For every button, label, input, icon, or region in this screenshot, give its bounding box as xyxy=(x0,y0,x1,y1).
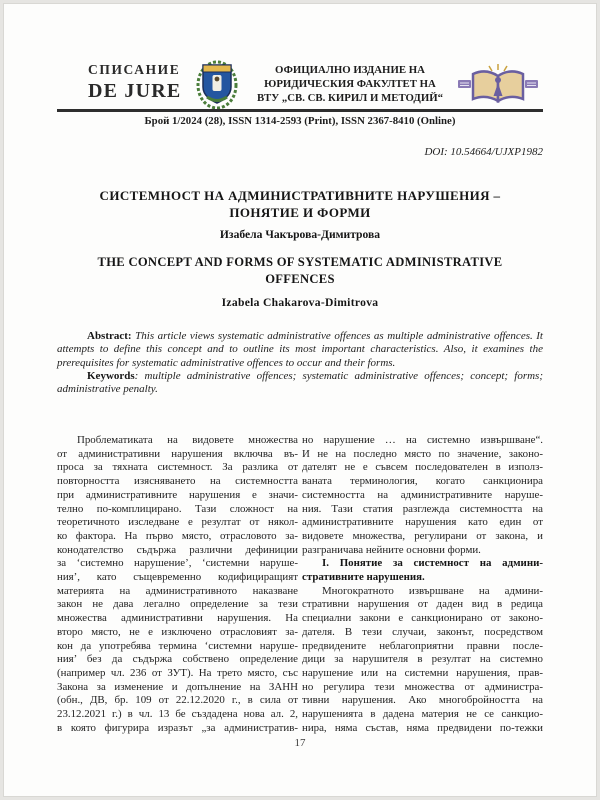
body-text-line: второ място, не е изключено отрасловият за- xyxy=(57,625,298,638)
publisher-line: ЮРИДИЧЕСКИЯ ФАКУЛТЕТ НА xyxy=(264,77,436,90)
book-right-ribbon xyxy=(525,80,538,88)
doi-text: DOI: 10.54664/UJXP1982 xyxy=(424,146,543,158)
body-column-left xyxy=(57,434,298,735)
university-crest-icon xyxy=(196,58,238,110)
body-text-line: в която фигурира изразът „за административ- xyxy=(57,721,298,734)
body-text-line: нарушение или на системни нарушения, прав- xyxy=(302,666,543,679)
article-title-bg xyxy=(57,188,543,221)
keywords-text: : multiple administrative offences; systematic administrative offences; concept; forms; administrative penalty. xyxy=(57,369,543,396)
body-text-line: дателя. В тези случаи, законът, посредством xyxy=(302,625,543,638)
body-text-line: ния’, като същевременно кодифициращият xyxy=(57,571,298,584)
body-text-line: 23.12.2021 г.) в чл. 13 бе създадена нова ал. 2, xyxy=(57,708,298,721)
journal-brand-line2: DE JURE xyxy=(88,80,182,102)
article-title-bg-line2: ПОНЯТИЕ И ФОРМИ xyxy=(229,204,371,220)
abstract-paragraph xyxy=(57,330,543,370)
body-text-line: но нарушение … на системно извършване“. xyxy=(302,434,543,446)
abstract-block xyxy=(57,330,543,396)
body-text-line: множества административни нарушения. На xyxy=(57,612,298,625)
author-name-en: Izabela Chakarova-Dimitrova xyxy=(221,296,379,309)
body-text-line: специални закони е санкционирано от законо- xyxy=(302,612,543,625)
body-text-line: Многократното извършване на админи- xyxy=(322,584,543,597)
author-name-bg: Изабела Чакърова-Димитрова xyxy=(219,228,381,241)
body-text-line: I. Понятие за системност на админи- xyxy=(322,557,543,570)
crest-figure-head xyxy=(215,77,220,82)
body-text-line: от административни нарушения включва въ- xyxy=(57,447,298,460)
body-text-line: закон не дава легално определение за тези xyxy=(57,598,298,611)
body-text-line: повторността изясняването на системността xyxy=(57,475,298,488)
faculty-open-book-icon xyxy=(458,62,538,106)
body-text-line: ваната терминология, когато санкционира xyxy=(302,475,543,488)
body-text-line: проса за тяхната системност. За разлика от xyxy=(57,461,298,474)
body-text-line: видовете множества, регулирани от закона, и xyxy=(302,529,543,542)
body-text-line: стративните нарушения. xyxy=(302,571,425,584)
abstract-label: Abstract: xyxy=(87,330,132,342)
body-text-line: ния. Тази статия разглежда системността на xyxy=(302,502,543,515)
body-text-line: но регулира тези множества от администра- xyxy=(302,680,543,693)
article-title-en xyxy=(57,254,543,287)
header-rule xyxy=(57,109,543,112)
body-column-right xyxy=(302,434,543,735)
publisher-line: ВТУ „СВ. СВ. КИРИЛ И МЕТОДИЙ“ xyxy=(256,91,444,104)
body-text-line: (обн., ДВ, бр. 109 от 22.12.2020 г., в сила от xyxy=(57,694,298,707)
body-text-line: при административните нарушения е значи- xyxy=(57,488,298,501)
body-text-line: дателят не е съвсем последователен в използ- xyxy=(302,461,543,474)
publisher-line: ОФИЦИАЛНО ИЗДАНИЕ НА xyxy=(275,64,425,76)
article-title-en-line1: THE CONCEPT AND FORMS OF SYSTEMATIC ADMINISTRATIVE xyxy=(97,255,503,269)
body-text-line: дици за нарушителя в резултат на системно xyxy=(302,653,543,666)
journal-brand-line1: СПИСАНИЕ xyxy=(88,62,181,77)
body-text-line: разграничава нейните основни форми. xyxy=(302,543,481,556)
keywords-label: Keywords xyxy=(87,369,135,382)
body-text-line: (например чл. 236 от ЗУТ). На трето място, със xyxy=(57,666,298,679)
body-text-line: нарушенията в дадена материя не се санкцио- xyxy=(302,708,543,721)
body-text-line: теоретичното изследване е резултат от някол- xyxy=(57,516,298,529)
body-text-line: административните нарушения като един от xyxy=(302,516,543,529)
body-text-line: материята на административното наказване xyxy=(57,584,298,597)
book-rays xyxy=(489,64,507,71)
body-text-line: кон да употребява термина ‘системни наруше- xyxy=(57,639,298,652)
body-text-line: нира, няма състав, няма предвидени по-тежки xyxy=(302,721,543,734)
body-text-line: Проблематиката на видовете множества xyxy=(77,434,298,446)
abstract-text: This article views systematic administrative offences as multiple administrative offences. It attempts to define this concept and to outline its most important characteristics. Also, it examines the prerequisites for systematic administrative offences to occur and their forms. xyxy=(57,330,543,369)
book-figure-head xyxy=(495,77,501,83)
page-number: 17 xyxy=(294,737,306,749)
body-text-line: системността на административните наруше- xyxy=(302,488,543,501)
issue-issn-line: Брой 1/2024 (28), ISSN 1314-2593 (Print), ISSN 2367-8410 (Online) xyxy=(144,115,456,127)
body-text-line: стративни нарушения от даден вид в редица xyxy=(302,598,543,611)
book-right-page xyxy=(498,71,523,101)
book-left-page xyxy=(473,71,498,101)
body-text-line: И не на последно място по значение, законо- xyxy=(302,447,543,460)
body-text-line: тивни нарушения. Ако многобройността на xyxy=(302,694,543,707)
body-text-line: за ‘системно нарушение’, ‘системни наруше- xyxy=(57,557,298,570)
body-text-line: ния’ без да съдържа собствено определение xyxy=(57,653,298,666)
keywords-paragraph xyxy=(57,370,543,397)
body-text-line: конодателство съдържа различни дефиниции xyxy=(57,543,298,556)
journal-brand xyxy=(88,62,181,103)
publisher-text xyxy=(246,64,454,105)
book-left-ribbon xyxy=(458,80,471,88)
body-text-line: телно по-комплицирано. Тази сложност на xyxy=(57,502,298,515)
article-title-en-line2: OFFENCES xyxy=(265,271,335,286)
body-text-line: предвидените неблагоприятни правни после- xyxy=(302,639,543,652)
body-text-line: Закона за изменение и допълнение на ЗАНН xyxy=(57,680,298,693)
crest-chief-band xyxy=(203,65,231,72)
article-title-bg-line1: СИСТЕМНОСТ НА АДМИНИСТРАТИВНИТЕ НАРУШЕНИЯ – xyxy=(99,188,501,203)
body-text-line: ко фактора. На първо място, отрасловото за- xyxy=(57,529,298,542)
